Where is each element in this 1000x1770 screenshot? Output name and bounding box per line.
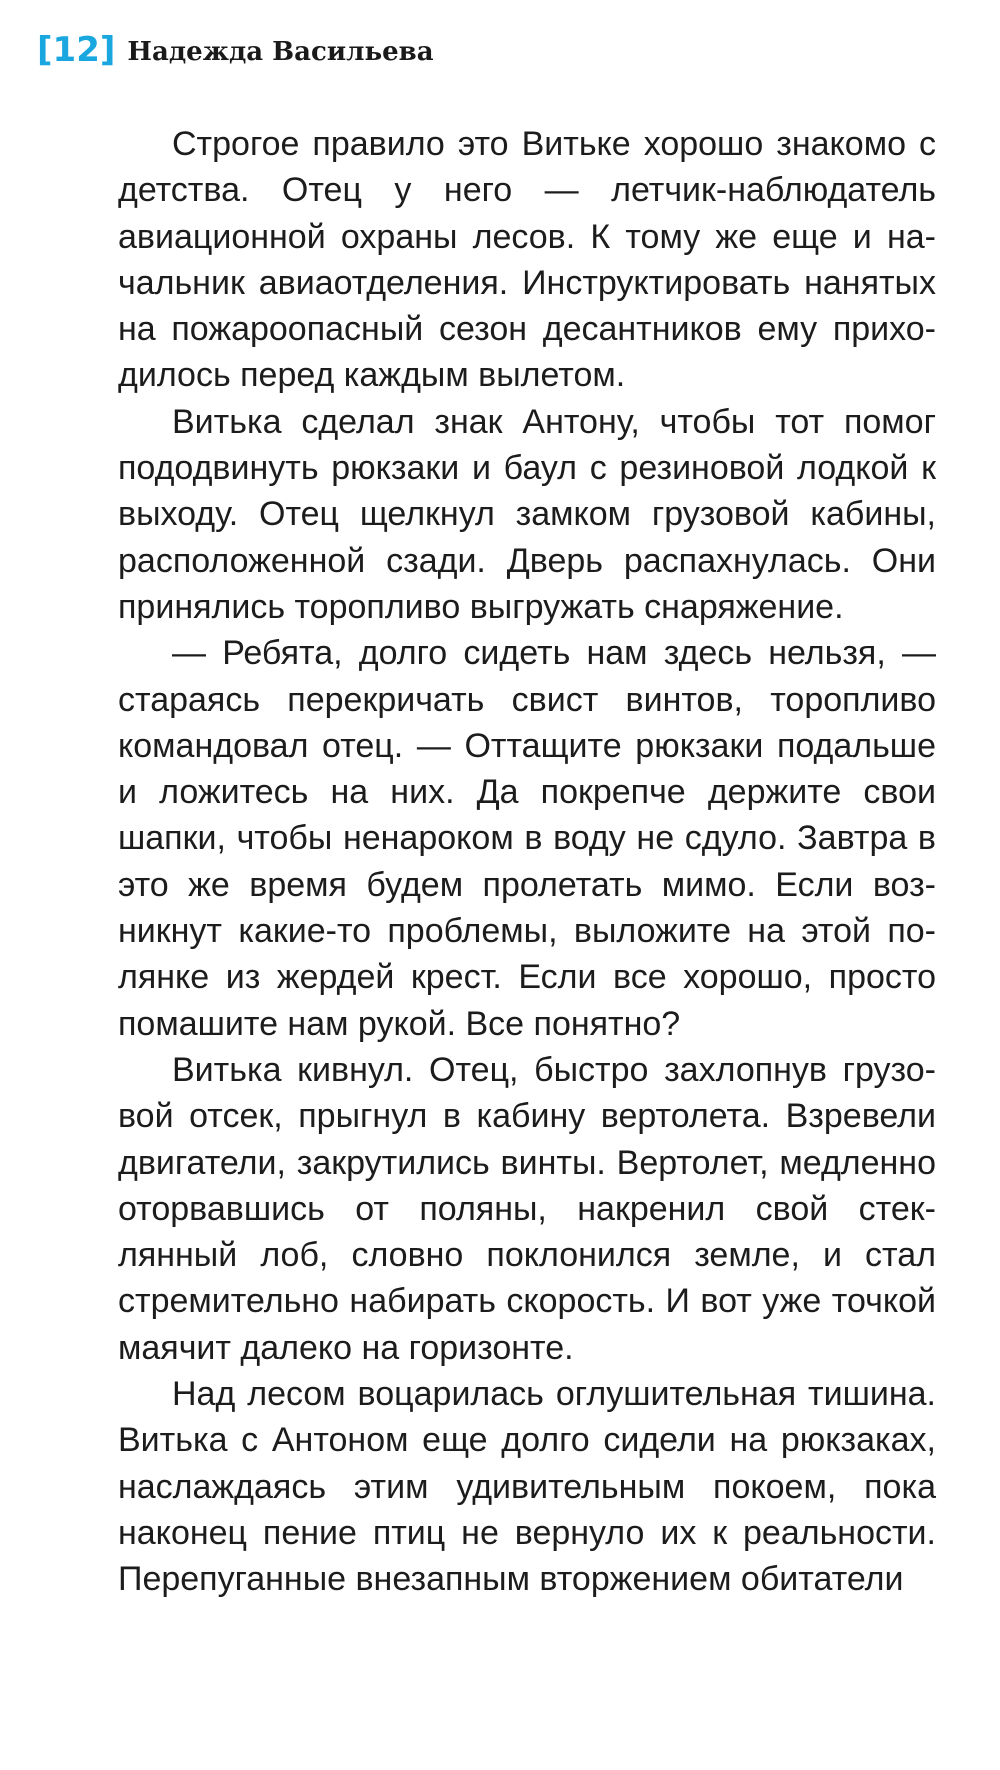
author-name: Надежда Васильева [127,37,434,67]
body-text [118,121,936,1603]
paragraph: Над лесом воцарилась оглушительная тишина. Витька с Антоном еще долго сидели на рюкзаках, наслаждаясь этим удивительным покоем, пока наконец пение птиц не вернуло их к реальности. Перепуганные внезапным вторжением обитатели [118,1375,936,1599]
running-head [37,28,434,72]
paragraph: Строгое правило это Витьке хорошо знакомо с детства. Отец у него — летчик-наблюдатель авиационной охраны лесов. К тому же еще и начальник авиаотделения. Инструктировать нанятых на пожароопасный сезон десантников ему приходилось перед каждым вылетом. [118,125,936,395]
paragraph: — Ребята, долго сидеть нам здесь нельзя, — стараясь перекричать свист винтов, торопливо командовал отец. — Оттащите рюкзаки подальше и ложитесь на них. Да покрепче держите свои шапки, чтобы ненароком в воду не сдуло. Завтра в это же время будем пролетать мимо. Если возникнут какие-то проблемы, выложите на этой полянке из жердей крест. Если все хорошо, просто помашите нам рукой. Все понятно? [118,634,936,1043]
paragraph: Витька сделал знак Антону, чтобы тот помог пододвинуть рюкзаки и баул с резиновой лодкой к выходу. Отец щелкнул замком грузовой кабины, расположенной сзади. Дверь распахнулась. Они принялись торопливо выгружать снаряжение. [118,402,936,626]
page-number: [12] [37,30,116,70]
paragraph: Витька кивнул. Отец, быстро захлопнув грузовой отсек, прыгнул в кабину вертолета. Взревели двигатели, закрутились винты. Вертолет, медленно оторвавшись от поляны, накренил свой стеклянный лоб, словно поклонился земле, и стал стремительно набирать скорость. И вот уже точкой маячит далеко на горизонте. [118,1050,936,1367]
